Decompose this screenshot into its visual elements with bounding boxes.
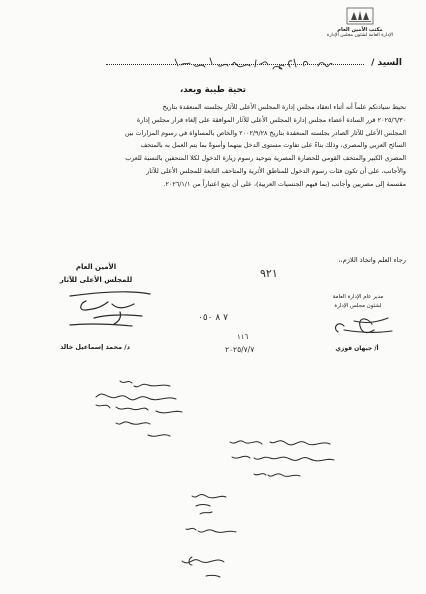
registry-code: ٧ ٨ ٠٥٠ (198, 313, 228, 323)
body-line: المصري الكبير والمتحف القومي للحضارة المصرية بتوحيد رسوم زيارة الدخول لكلا المتحفين بالنسبة للعرب (125, 154, 406, 163)
registry-reference: ١١٦ (237, 333, 249, 341)
signatory-name: د/ محمد إسماعيل خالد (60, 343, 130, 351)
handwritten-minute-left (96, 381, 182, 436)
body-line: السائح العربي والمصري، وذلك بناءً على تفاوت مستوى الدخل بينهما وأسوةً بما يتم العمل به بالمتحف (140, 141, 406, 150)
body-line: والأجانب، على أن تكون فئات رسوم الدخول للمناطق الأثرية والمتاحف التابعة للمجلس الأعلى للآثار (146, 166, 406, 175)
body-line: نحيط سيادتكم علماً أنه أثناء انعقاد مجلس إدارة المجلس الأعلى للآثار بجلسته المنعقدة بتاريخ (162, 103, 406, 111)
greeting: تحية طيبة وبعد، (179, 85, 247, 95)
director-title: مدير عام الإدارة العامة (332, 294, 384, 300)
letterhead-department: الإدارة العامة لشئون مجلس الإدارة (326, 33, 394, 38)
body-line: ٢٠٢٥/٦/٣٠ قرر السادة أعضاء مجلس إدارة المجلس الأعلى للآثار الموافقة على إلغاء قرار مجلس إدارة (136, 115, 406, 124)
recipient-label: السيد (377, 58, 402, 68)
director-department: لشئون مجلس الإدارة (334, 302, 382, 309)
director-name: أ/ جيهان فوزي (335, 345, 379, 352)
recipient-line: السيد / (22, 57, 402, 68)
closing-line: رجاء العلم واتخاذ اللازم،، (338, 256, 406, 264)
signatory-title: الأمين العام (75, 263, 117, 271)
director-signature-scribble (336, 318, 392, 333)
registry-date: ٢٠٢٥/٧/٧ (225, 345, 255, 354)
secretary-general-signature-scribble (70, 292, 150, 326)
handwritten-minute-right (230, 441, 334, 477)
registry-number: ٩٢١ (260, 267, 278, 280)
body-line: مقسمة إلى مصريين وأجانب (بما فيهم الجنسيات العربية)، على أن يتبع اعتباراً من ٢٠٢٦/١/١. (163, 179, 406, 188)
signatory-organization: للمجلس الأعلى للآثار (59, 276, 133, 284)
letterhead-office: مكتب الأمين العام (337, 27, 383, 33)
handwritten-recipient-name (175, 58, 332, 69)
body-line: المجلس الأعلى للآثار الصادر بجلسته المنعقدة بتاريخ ٢٠٠٢/٩/٢٨ والخاص بالمساواة في رسوم المزارات بين (124, 128, 406, 137)
handwritten-notes-bottom (182, 494, 236, 577)
